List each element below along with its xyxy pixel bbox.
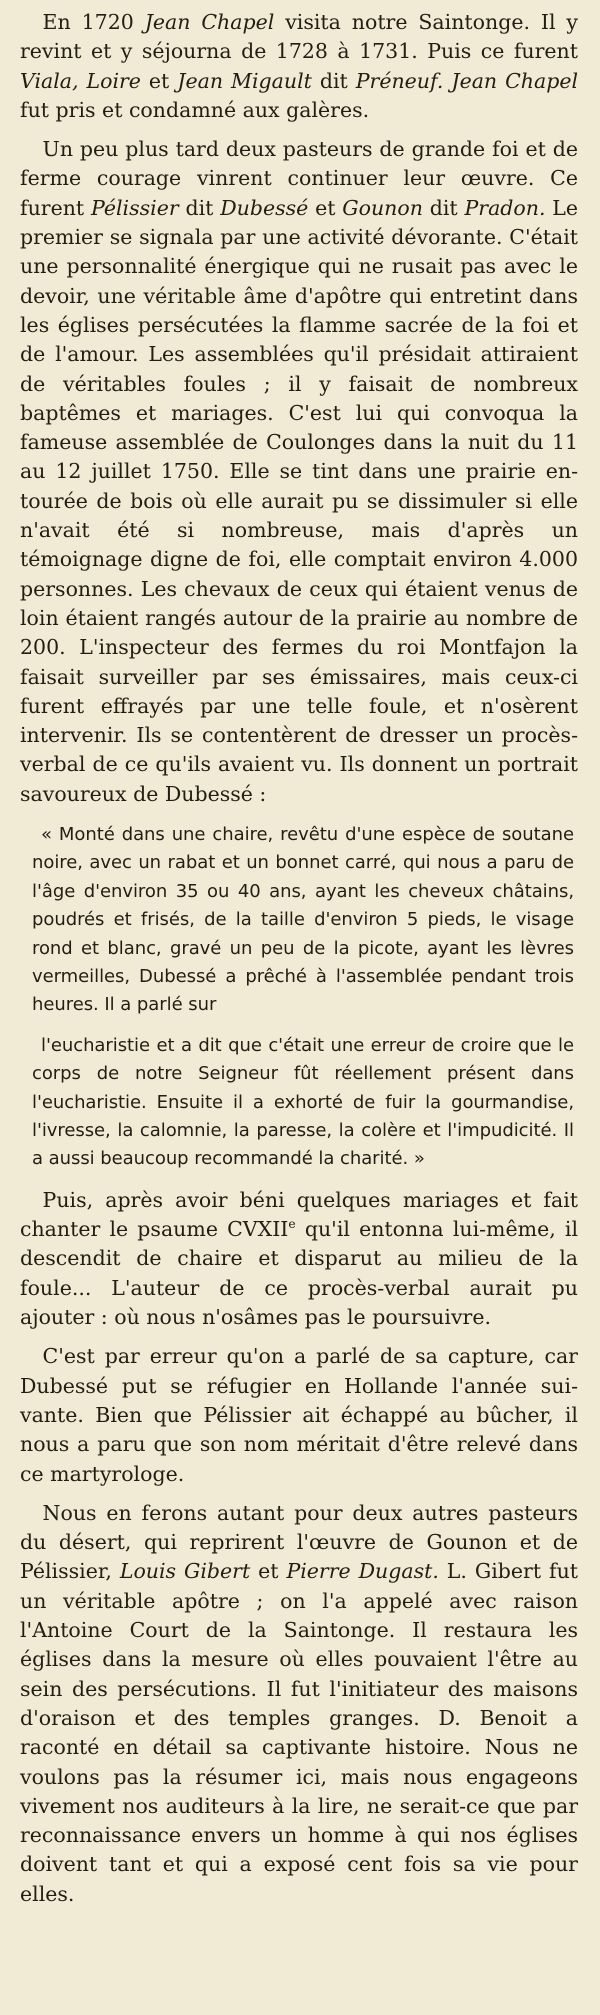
body-paragraph [20,8,578,125]
text-run: et [250,1559,287,1584]
italic-name: Pélissier [90,195,179,220]
italic-name: Préneuf. Jean Chapel [355,68,579,93]
text-run: Puis, après avoir béni quelques mariages et fait chanter le psaume CVXII [20,1187,578,1242]
text-run: et [140,68,178,93]
text-run: et [308,195,343,220]
text-run: C'est par erreur qu'on a parlé de sa capture, car Dubessé put se réfugier en Hollande l'année suivante. Bien que Pélissier ait échappé au bûcher, il nous a paru que son nom méritait d'être relevé dans ce martyrologe. [20,1344,578,1486]
quotation-paragraph [20,821,578,1020]
quotation-paragraph [20,1032,578,1174]
superscript: e [288,1217,296,1232]
italic-name: Dubessé [220,195,309,220]
body-paragraph [20,1499,578,1909]
text-run: Nous en ferons autant pour deux autres pasteurs du désert, qui reprirent l'œuvre de Gounon et de Pélissier, [20,1500,578,1584]
text-run: l'eucharistie et a dit que c'était une erreur de croire que le corps de notre Seigneur fût réellement présent dans l'eucharistie. Ensuite il a exhorté de fuir la gourmandise, l'ivresse, la calomnie, la paresse, la colère et l'impudicité. Il a aussi beaucoup recommandé la charité. » [32,1034,574,1170]
text-body [20,8,578,1909]
text-run: dit [422,195,465,220]
body-paragraph [20,1342,578,1488]
text-run: qu'il entonna lui-même, il descendit de chaire et disparut au milieu de la foule... L'auteur de ce procès-verbal aurait pu ajouter : où nous n'osâmes pas le poursuivre. [20,1217,578,1330]
italic-name: Jean Chapel [144,10,275,34]
italic-name: Pradon. [464,195,546,220]
italic-name: Louis Gibert [119,1559,251,1584]
text-run: Le premier se signala par une activité dévorante. C'était une personnalité énergique qui ne rusait pas avec le devoir, une véritable âme d'apôtre qui entretint dans les églises persécutées la flamme sacrée de la foi et de l'amour. Les assemblées qu'il présidait attiraient de véritables foules ; il y faisait de nombreux baptêmes et mariages. C'est lui qui convoqua la fameuse assemblée de Coulonges dans la nuit du 11 au 12 juillet 1750. Elle se tint dans une prairie entourée de bois où elle aurait pu se dissimuler si elle n'avait été si nombreuse, mais d'après un témoignage digne de foi, elle comptait environ 4.000 personnes. Les chevaux de ceux qui étaient venus de loin étaient rangés autour de la prairie au nombre de 200. L'inspecteur des fermes du roi Montfajon la faisait surveiller par ses émissaires, mais ceux-ci furent effrayés par une telle foule, et n'osèrent intervenir. Ils se contentèrent de dresser un procès-verbal de ce qu'ils avaient vu. Ils donnent un portrait savoureux de Dubessé : [20,195,579,806]
italic-name: Gounon [342,195,423,220]
body-paragraph [20,135,578,809]
text-run: L. Gibert fut un véritable apôtre ; on l'a appelé avec raison l'Antoine Court de la Saintonge. Il restaura les églises dans la mesure où elles pouvaient l'être au sein des persécutions. Il fut l'initiateur des maisons d'oraison et des temples granges. D. Benoit a raconté en détail sa captivante histoire. Nous ne voulons pas la résumer ici, mais nous engageons vivement nos auditeurs à la lire, ne serait-ce que par reconnaissance envers un homme à qui nos églises doivent tant et qui a exposé cent fois sa vie pour elles. [20,1559,579,1906]
text-run: visita notre Saintonge. Il y revint et y séjourna de 1728 à 1731. Puis ce furent [20,10,578,64]
text-run: Un peu plus tard deux pasteurs de grande foi et de ferme courage vinrent continuer leur œuvre. Ce furent [20,137,578,220]
text-run: « Monté dans une chaire, revêtu d'une espèce de soutane noire, avec un rabat et un bonnet carré, qui nous a paru de l'âge d'environ 35 ou 40 ans, ayant les cheveux châtains, poudrés et frisés, de la taille d'environ 5 pieds, le visage rond et blanc, gravé un peu de la picote, ayant les lèvres vermeilles, Dubessé a prêché à l'assemblée pendant trois heures. Il a parlé sur [32,824,574,1016]
italic-name: Jean Migault [177,68,312,93]
italic-name: Viala, Loire [20,68,141,93]
text-run: fut pris et condamné aux galères. [20,97,370,122]
text-run: dit [311,68,356,93]
body-paragraph [20,1186,578,1332]
text-run: dit [178,195,221,220]
italic-name: Pierre Dugast. [286,1559,439,1584]
text-run: En 1720 [42,10,145,34]
